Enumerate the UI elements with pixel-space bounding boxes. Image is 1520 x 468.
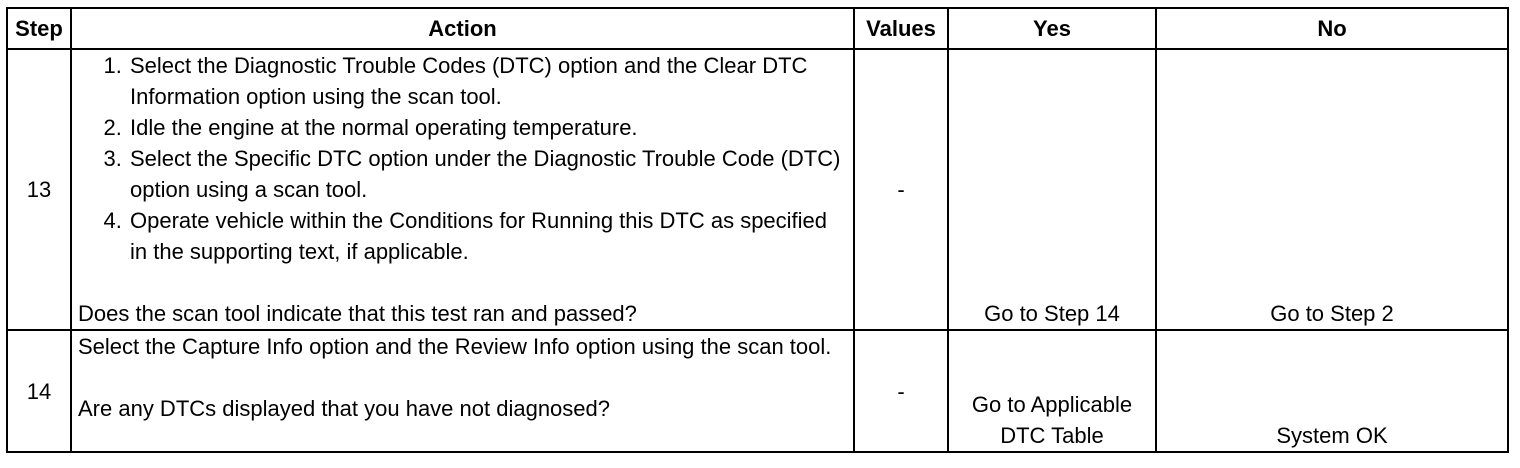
step-number: 13 xyxy=(7,49,71,330)
action-cell xyxy=(71,330,854,452)
yes-cell: Go to Step 14 xyxy=(948,49,1156,330)
table-row-step-14 xyxy=(7,330,1508,452)
yes-line: DTC Table xyxy=(1000,423,1104,448)
header-step: Step xyxy=(7,8,71,49)
diagnostic-table xyxy=(6,7,1509,453)
values-cell: - xyxy=(854,330,948,452)
header-row xyxy=(7,8,1508,49)
action-text: Select the Capture Info option and the Review Info option using the scan tool. xyxy=(78,334,832,359)
header-action: Action xyxy=(71,8,854,49)
table-row-step-13 xyxy=(7,49,1508,330)
action-steps-list xyxy=(78,50,847,267)
action-step-item: 3. Select the Specific DTC option under the Diagnostic Trouble Code (DTC) option using a scan tool. xyxy=(128,143,847,205)
header-values: Values xyxy=(854,8,948,49)
action-step-item: 1. Select the Diagnostic Trouble Codes (DTC) option and the Clear DTC Information option using the scan tool. xyxy=(128,50,847,112)
action-cell xyxy=(71,49,854,330)
values-cell: - xyxy=(854,49,948,330)
header-yes: Yes xyxy=(948,8,1156,49)
header-no: No xyxy=(1156,8,1508,49)
yes-line: Go to Applicable xyxy=(971,392,1133,417)
yes-cell xyxy=(948,330,1156,452)
action-step-item: 2. Idle the engine at the normal operating temperature. xyxy=(128,112,847,143)
action-question: Are any DTCs displayed that you have not diagnosed? xyxy=(78,396,610,421)
no-cell: System OK xyxy=(1156,330,1508,452)
action-step-item: 4. Operate vehicle within the Conditions for Running this DTC as specified in the supporting text, if applicable. xyxy=(128,205,847,267)
no-cell: Go to Step 2 xyxy=(1156,49,1508,330)
action-question: Does the scan tool indicate that this test ran and passed? xyxy=(78,301,637,326)
step-number: 14 xyxy=(7,330,71,452)
